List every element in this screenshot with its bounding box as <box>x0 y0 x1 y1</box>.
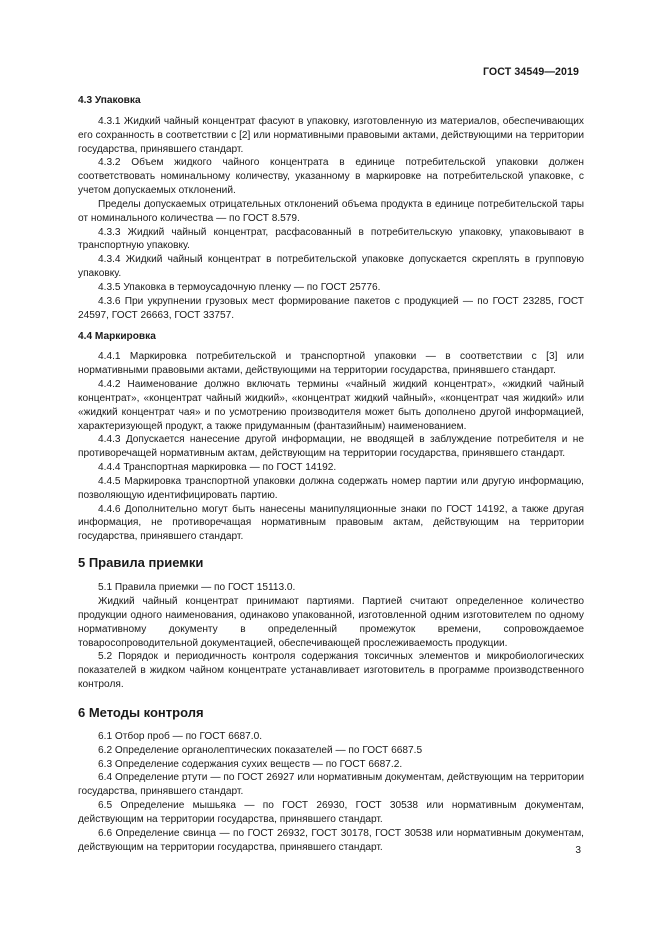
paragraph: 6.2 Определение органолептических показателей — по ГОСТ 6687.5 <box>98 744 423 756</box>
section-title-methods: 6 Методы контроля <box>78 704 204 720</box>
methods-section <box>78 730 584 855</box>
paragraph: 5.1 Правила приемки — по ГОСТ 15113.0. <box>98 582 296 594</box>
document-body <box>78 94 584 855</box>
paragraph: 4.4.1 Маркировка потребительской и транспортной упаковки — в соответствии с [3] или нормативными правовыми актами, действующими на территории государства, принявшего стандарт. <box>78 351 584 377</box>
paragraph: 4.4.2 Наименование должно включать термины «чайный жидкий концентрат», «жидкий чайный концентрат», «концентрат чайный жидкий», «концентрат жидкий чайный», «концентрат чая жидкий» или «жидкий концентрат чая» и по усмотрению производителя может быть дополнено другой информацией, характеризующей продукт, а также придуманным (фантазийным) наименованием. <box>78 379 584 432</box>
paragraph: 4.3.2 Объем жидкого чайного концентрата в единице потребительской упаковки должен соответствовать номинальному количеству, указанному в маркировке на потребительской упаковке, с учетом допускаемых отклонений. <box>78 157 584 197</box>
paragraph: 6.1 Отбор проб — по ГОСТ 6687.0. <box>98 730 263 742</box>
subsection-title-packaging: 4.3 Упаковка <box>78 95 141 106</box>
paragraph: 4.4.5 Маркировка транспортной упаковки должна содержать номер партии или другую информацию, позволяющую идентифицировать партию. <box>78 475 584 501</box>
subsection-title-marking: 4.4 Маркировка <box>78 330 156 342</box>
paragraph: 6.4 Определение ртути — по ГОСТ 26927 или нормативным документам, действующим на территории государства, принявшего стандарт. <box>78 772 584 798</box>
section-title-acceptance: 5 Правила приемки <box>78 555 204 571</box>
paragraph: 4.3.4 Жидкий чайный концентрат в потребительской упаковке допускается скреплять в групповую упаковку. <box>78 254 584 280</box>
paragraph: Жидкий чайный концентрат принимают партиями. Партией считают определенное количество продукции одного наименования, одинаково упакованной, изготовленной одним изготовителем по одному нормативному документу в определенный промежуток времени, сопровождаемое товаросопроводительной документацией, обеспечивающей прослеживаемость продукции. <box>78 596 584 649</box>
paragraph: 5.2 Порядок и периодичность контроля содержания токсичных элементов и микробиологических показателей в жидком чайном концентрате устанавливает изготовитель в программе производственного контроля. <box>78 651 584 691</box>
page-number: 3 <box>575 845 581 856</box>
paragraph: 4.4.6 Дополнительно могут быть нанесены манипуляционные знаки по ГОСТ 14192, а также другая информация, не противоречащая нормативным правовым актам, действующим на территории государства, принявшего стандарт. <box>78 503 584 543</box>
acceptance-section <box>78 581 584 692</box>
paragraph: 4.4.3 Допускается нанесение другой информации, не вводящей в заблуждение потребителя и не противоречащей нормативным актам, действующим на территории государства, принявшего стандарт. <box>78 434 584 460</box>
marking-section <box>78 350 584 544</box>
paragraph: Пределы допускаемых отрицательных отклонений объема продукта в единице потребительской тары от номинального количества — по ГОСТ 8.579. <box>78 198 584 224</box>
packaging-section <box>78 115 584 323</box>
paragraph: 4.3.5 Упаковка в термоусадочную пленку — по ГОСТ 25776. <box>98 281 381 293</box>
paragraph: 4.3.1 Жидкий чайный концентрат фасуют в упаковку, изготовленную из материалов, обеспечивающих его сохранность в соответствии с [2] или нормативными правовыми актами, действующими на территории государства, принявшего стандарт. <box>78 115 584 155</box>
document-code: ГОСТ 34549—2019 <box>482 66 579 78</box>
paragraph: 4.4.4 Транспортная маркировка — по ГОСТ 14192. <box>98 462 337 474</box>
paragraph: 6.3 Определение содержания сухих веществ — по ГОСТ 6687.2. <box>98 758 403 770</box>
paragraph: 6.5 Определение мышьяка — по ГОСТ 26930, ГОСТ 30538 или нормативным документам, действующим на территории государства, принявшего стандарт. <box>78 800 584 825</box>
paragraph: 4.3.6 При укрупнении грузовых мест формирование пакетов с продукцией — по ГОСТ 23285, ГОСТ 24597, ГОСТ 26663, ГОСТ 33757. <box>78 295 584 321</box>
paragraph: 4.3.3 Жидкий чайный концентрат, расфасованный в потребительскую упаковку, упаковывают в транспортную упаковку. <box>78 226 584 252</box>
paragraph: 6.6 Определение свинца — по ГОСТ 26932, ГОСТ 30178, ГОСТ 30538 или нормативным документам, действующим на территории государства, принявшего стандарт. <box>78 827 584 853</box>
